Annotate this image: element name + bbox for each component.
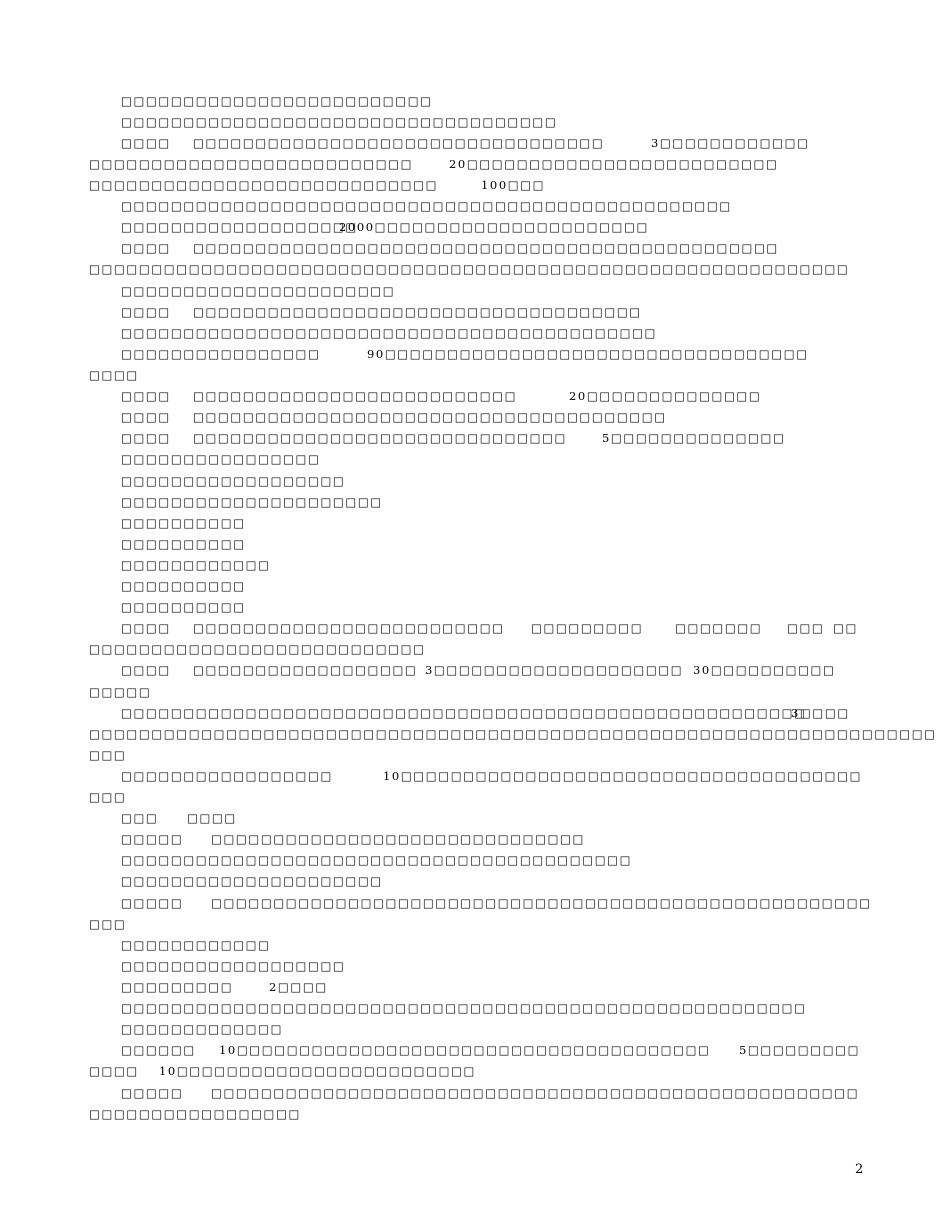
- text-segment: □□□□□□□□□□□□□□□□□□□□□□□□□□□□□□: [211, 832, 585, 846]
- text-segment: □□□□□□□□□□□□□□□□□□□□□□□□□□□□□□□□□□□□□□□□□: [121, 853, 633, 867]
- text-segment: □□□□□□□□□□: [121, 537, 246, 551]
- text-segment: □□□□□□□□□□□□□□□□□□□□□□□□□□□□□□□□□□□□□□□□□□□: [121, 326, 658, 340]
- text-segment: □□□□□□□□□□: [121, 579, 246, 593]
- text-segment: □□□□□□□□□□□□□□□□□□: [121, 474, 346, 488]
- text-segment: □□□□□□□□□: [121, 980, 234, 994]
- text-segment: 100□□□: [481, 178, 546, 192]
- text-segment: □□□□□□□□□□□□□□□□□□□□□□: [121, 284, 396, 298]
- text-segment: □□□□: [187, 811, 237, 825]
- text-segment: □□□□: [121, 621, 171, 635]
- text-segment: □□□□: [121, 663, 171, 677]
- text-segment: □□□□□□□□□□□□□□□□□□□□□□□□□□□□□□□□□□□□□□□□□□□□□□□□□: [121, 199, 732, 213]
- text-segment: □□□□□□□□□□□□□□□□□□□□□□□□□□□□□□□□□□□: [121, 115, 558, 129]
- text-segment: □□□□□□□□□□: [121, 600, 246, 614]
- text-segment: □□□□□□□□□□□□□□□□□□□□□□□□□□: [89, 157, 414, 171]
- text-segment: □□□□□□□□□□□□□□□□□□□□□□□□□: [193, 621, 505, 635]
- text-segment: 2000□□□□□□□□□□□□□□□□□□□□□□: [339, 220, 649, 234]
- text-segment: □□□□□□□□□□□□□□□□□: [89, 1107, 301, 1121]
- text-segment: □□□□□□□□□□□□□□□□□□□: [121, 220, 358, 234]
- text-segment: □□□□□□□□□□□□□□□□□: [121, 769, 333, 783]
- text-segment: □□□: [89, 917, 127, 931]
- text-segment: □□□□: [121, 241, 171, 255]
- text-segment: 30□□□□□□□□□□: [693, 663, 836, 677]
- text-segment: □□□: [89, 790, 127, 804]
- text-segment: □□□□□□□□□□□□□□□□□□□□□□□□□□□□□□□□□□□□□□□□□□□□□□□□□□□□□□□: [121, 706, 807, 720]
- text-segment: □□: [833, 621, 858, 635]
- text-segment: □□□□: [121, 410, 171, 424]
- text-segment: □□□□□□: [121, 1043, 196, 1057]
- text-segment: 5□□□□□□□□□□□□□□: [602, 431, 786, 445]
- text-segment: □□□□□□□□□□□□□□□□□□□□□□□□□□□□□□□□□□□□□□□□□□□□□□□□□□□□□: [211, 896, 872, 910]
- text-segment: □□□□: [121, 136, 171, 150]
- text-segment: □□□□□□□□□□□□□□□□□□□□□: [121, 495, 383, 509]
- text-segment: □□□□□□□□□□□□□□□□□□□□□□□□□□□□□□□□□□□□□□□□□□□□□□□□□□□□: [211, 1086, 860, 1100]
- text-segment: □□□□□□□□□□□□□□□□□□□□□: [121, 874, 383, 888]
- text-segment: □□□□: [89, 368, 139, 382]
- text-segment: □□□□□□□□□□□□□□□□□□□□□□□□□□: [193, 389, 518, 403]
- text-segment: □□□□□□□□□□□□□□□□□□□□□□□□□□□□□□□□□□□□□□□□□□□□□□□□□□□□□□□□□□□□□□□□□□□□: [89, 727, 937, 741]
- text-segment: 3□□□□□□□□□□□□□□□□□□□□: [425, 663, 684, 677]
- text-segment: □□□□□□□□□□□□□□□□□□□□□□□□□: [121, 94, 433, 108]
- text-segment: 20□□□□□□□□□□□□□□□□□□□□□□□□□: [449, 157, 779, 171]
- text-segment: □□□□□□□□□□□□□□□□□□□□□□□□□□□□□□□□□: [193, 136, 605, 150]
- text-segment: □□□: [121, 811, 159, 825]
- text-segment: □□□□: [89, 1064, 139, 1078]
- text-segment: □□□□□□□□□□□□□□□□: [121, 347, 321, 361]
- text-segment: □□□□□□□□□: [531, 621, 644, 635]
- text-segment: □□□□□□□□□□□□□□□□□□□□□□□□□□□□: [89, 178, 439, 192]
- text-segment: □□□□: [121, 389, 171, 403]
- text-segment: 20□□□□□□□□□□□□□□: [569, 389, 762, 403]
- text-segment: 10□□□□□□□□□□□□□□□□□□□□□□□□□□□□□□□□□□□□□: [383, 769, 863, 783]
- text-segment: 10□□□□□□□□□□□□□□□□□□□□□□□□□□□□□□□□□□□□□□: [219, 1043, 711, 1057]
- text-segment: □□□□□□□□□□: [121, 516, 246, 530]
- text-segment: □□□□□□□□□□□□□□□□□□: [121, 959, 346, 973]
- text-segment: □□□□□□□□□□□□□□□□□□: [193, 663, 418, 677]
- text-segment: □□□□□: [89, 685, 152, 699]
- text-segment: □□□□□□□□□□□□□□□□: [121, 452, 321, 466]
- text-segment: □□□: [787, 621, 825, 635]
- text-segment: □□□□□: [121, 896, 184, 910]
- text-segment: 2□□□□: [269, 980, 328, 994]
- text-segment: □□□□□□□: [675, 621, 763, 635]
- text-segment: □□□□□: [121, 832, 184, 846]
- text-segment: 3□□□□: [791, 706, 850, 720]
- text-segment: □□□□□□□□□□□□□□□□□□□□□□□□□□□□□□□□□□□□□□□□□□□□□□□□□□□□□□□: [121, 1001, 807, 1015]
- page-number: 2: [855, 1162, 864, 1177]
- text-segment: □□□□□□□□□□□□□□□□□□□□□□□□□□□□□□: [193, 431, 567, 445]
- text-segment: □□□□□□□□□□□□□□□□□□□□□□□□□□□□□□□□□□□□□□: [193, 410, 667, 424]
- text-segment: □□□□□: [121, 1086, 184, 1100]
- text-segment: □□□□□□□□□□□□□□□□□□□□□□□□□□□□□□□□□□□□□□□□□□□□□□□: [193, 241, 779, 255]
- text-segment: □□□□□□□□□□□□: [121, 938, 271, 952]
- text-segment: 3□□□□□□□□□□□□: [651, 136, 810, 150]
- text-segment: □□□□□□□□□□□□□: [121, 1022, 284, 1036]
- text-segment: □□□□: [121, 305, 171, 319]
- text-segment: 90□□□□□□□□□□□□□□□□□□□□□□□□□□□□□□□□□□: [367, 347, 809, 361]
- text-segment: □□□□□□□□□□□□□□□□□□□□□□□□□□□□□□□□□□□□: [193, 305, 642, 319]
- text-segment: □□□□□□□□□□□□: [121, 558, 271, 572]
- text-segment: □□□: [89, 748, 127, 762]
- text-segment: □□□□: [121, 431, 171, 445]
- text-segment: 5□□□□□□□□□: [739, 1043, 861, 1057]
- text-segment: □□□□□□□□□□□□□□□□□□□□□□□□□□□: [89, 642, 426, 656]
- text-segment: □□□□□□□□□□□□□□□□□□□□□□□□□□□□□□□□□□□□□□□□□□□□□□□□□□□□□□□□□□□□□: [89, 262, 850, 276]
- text-segment: 10□□□□□□□□□□□□□□□□□□□□□□□□: [159, 1064, 477, 1078]
